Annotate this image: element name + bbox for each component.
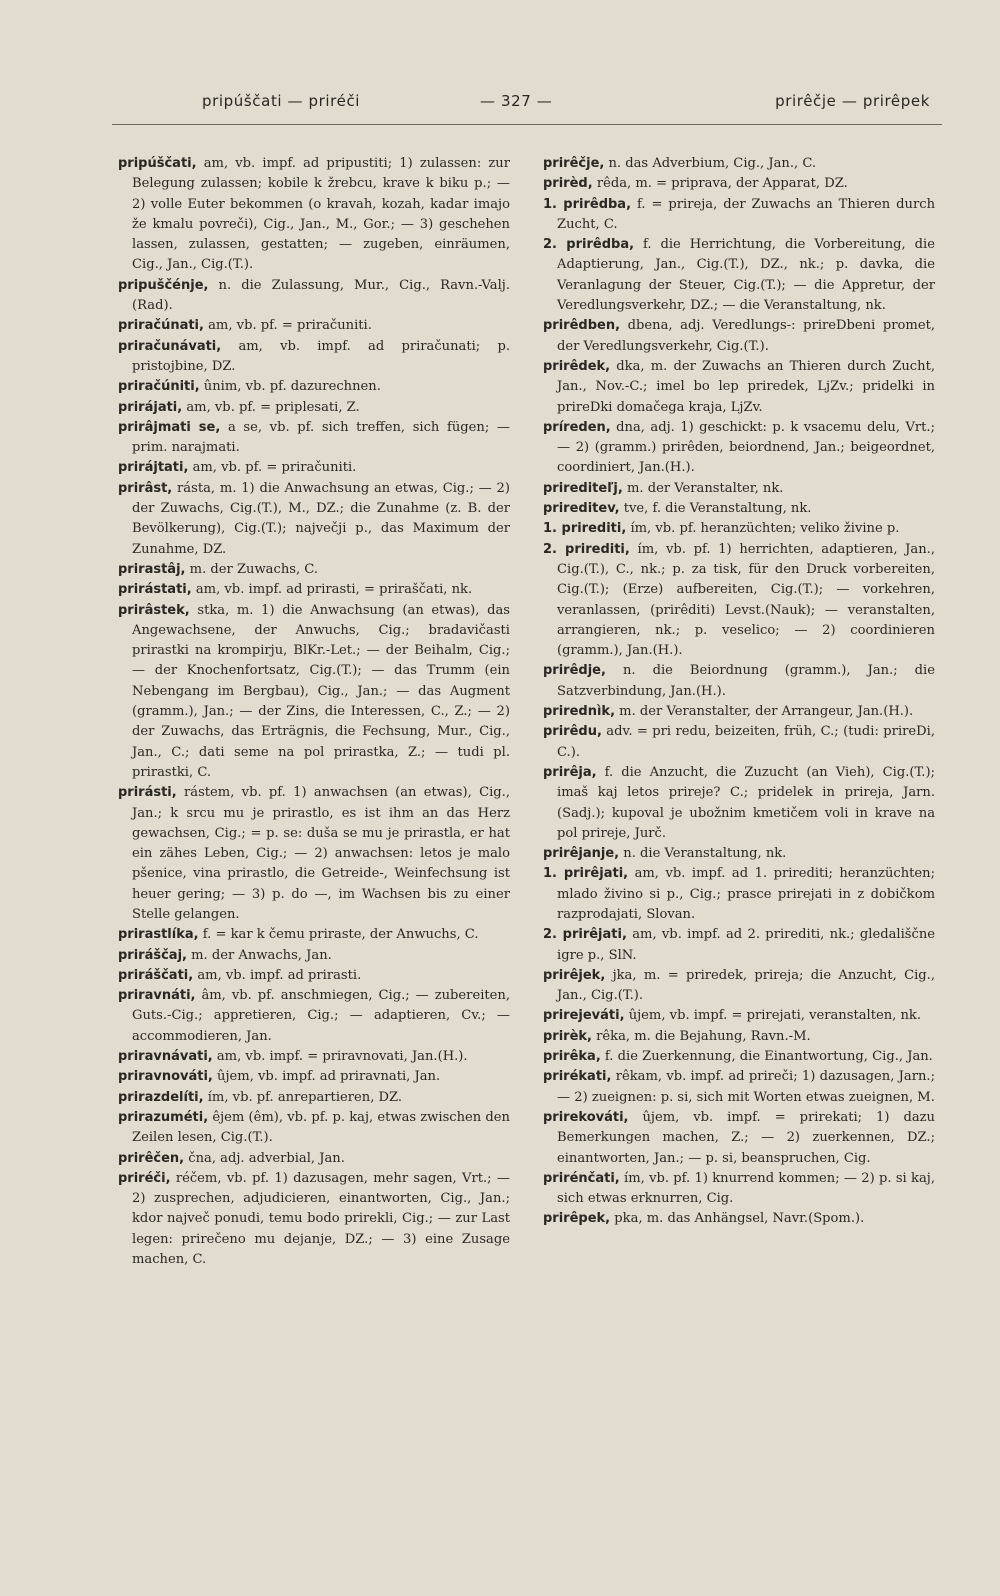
entry-definition: a se, vb. pf. sich treffen, sich fügen; — prim. narajmati. <box>132 419 510 456</box>
entry-headword: priračunávati, <box>118 338 222 354</box>
entry-definition: am, vb. impf. ad prirasti, = priraščati, nk. <box>191 582 473 598</box>
entry-headword: priračúniti, <box>118 379 200 395</box>
entry-headword: prirâst, <box>118 480 173 496</box>
dictionary-entry <box>118 946 510 966</box>
entry-definition: n. die Beiordnung (gramm.), Jan.; die Satzverbindung, Jan.(H.). <box>557 663 935 699</box>
entry-headword: prirêja, <box>543 764 597 780</box>
entry-headword: prirásti, <box>118 785 177 801</box>
dictionary-entry <box>543 722 935 763</box>
entry-headword: prirêka, <box>543 1049 601 1065</box>
entry-definition: f. die Herrichtung, die Vorbereitung, die Adaptierung, Jan., Cig.(T.), DZ., nk.; p. davka, die Veranlagung der Steuer, Cig.(T.); — die Appretur, der Veredlungsverkehr, DZ.; — die Veranstaltung, nk. <box>557 237 935 314</box>
entry-headword: priravnávati, <box>118 1049 213 1065</box>
dictionary-entry <box>118 1047 510 1067</box>
entry-definition: réčem, vb. pf. 1) dazusagen, mehr sagen, Vrt.; — 2) zusprechen, adjudicieren, einantworten, Cig., Jan.; kdor največ ponudi, temu bodo prirekli, Cig.; — zur Last legen: prirečeno mu dejanje, DZ.; — 3) eine Zusage machen, C. <box>132 1170 510 1268</box>
entry-definition: dna, adj. 1) geschickt: p. k vsacemu delu, Vrt.; — 2) (gramm.) prirêden, beiordnend, Jan.; beigeordnet, coordiniert, Jan.(H.). <box>557 419 935 476</box>
header-rule <box>112 124 942 125</box>
dictionary-entry <box>543 499 935 519</box>
entry-headword: priravnáti, <box>118 988 196 1004</box>
entry-headword: priravnováti, <box>118 1069 213 1085</box>
entry-definition: ím, vb. pf. anrepartieren, DZ. <box>203 1089 403 1105</box>
entry-definition: am, vb. pf. = priračuniti. <box>203 318 372 334</box>
entry-definition: ím, vb. pf. 1) herrichten, adaptieren, Jan., Cig.(T.), C., nk.; p. za tisk, für den Druck vorbereiten, Cig.(T.); (Erze) aufbereiten, Cig.(T.); — vorkehren, veranlassen, (prirêditi) Levst.(Nauk); — veranstalten, arrangieren, nk.; p. veselico; — 2) coordinieren (gramm.), Jan.(H.). <box>557 541 935 659</box>
entry-headword: prirèk, <box>543 1028 592 1044</box>
entry-headword: prirêčen, <box>118 1150 185 1166</box>
dictionary-entry <box>543 1006 935 1026</box>
entry-definition: rêkam, vb. impf. ad prireči; 1) dazusagen, Jarn.; — 2) zueignen: p. si, sich mit Worten etwas zueignen, M. <box>557 1069 935 1105</box>
entry-definition: ím, vb. pf. heranzüchten; veliko živine p. <box>626 521 900 537</box>
entry-definition: rástem, vb. pf. 1) anwachsen (an etwas), Cig., Jan.; k srcu mu je prirastlo, es ist ihm an das Herz gewachsen, Cig.; = p. se: duša se mu je prirastla, er hat ein zähes Leben, Cig.; — 2) anwachsen: letos je malo pšenice, vina prirastlo, die Getreide-, Weinfechsung ist heuer gering; — 3) p. do —, im Wachsen bis zu einer Stelle gelangen. <box>132 785 510 922</box>
dictionary-entry <box>543 540 935 662</box>
dictionary-entry <box>543 1047 935 1067</box>
entry-definition: f. = prireja, der Zuwachs an Thieren durch Zucht, C. <box>557 196 935 232</box>
header-right-guideword: prirêčje — prirêpek <box>775 92 930 110</box>
entry-headword: priréči, <box>118 1170 171 1186</box>
dictionary-entry <box>543 357 935 418</box>
dictionary-entry <box>543 763 935 844</box>
dictionary-entry <box>118 418 510 459</box>
entry-definition: am, vb. impf. = priravnovati, Jan.(H.). <box>212 1049 468 1065</box>
dictionary-entry <box>543 174 935 194</box>
entry-headword: 2. prirêjati, <box>543 927 627 943</box>
entry-definition: jka, m. = priredek, prireja; die Anzucht, Cig., Jan., Cig.(T.). <box>557 967 935 1004</box>
dictionary-entry <box>118 560 510 580</box>
entry-headword: prirazdelíti, <box>118 1089 204 1105</box>
dictionary-entry <box>118 316 510 336</box>
dictionary-entry <box>543 316 935 357</box>
entry-definition: ûjem, vb. impf. = prirejati, veranstalten, nk. <box>624 1008 921 1024</box>
dictionary-entry <box>543 864 935 925</box>
entry-headword: prirástati, <box>118 582 192 598</box>
entry-definition: rásta, m. 1) die Anwachsung an etwas, Cig.; — 2) der Zuwachs, Cig.(T.), M., DZ.; die Zunahme (z. B. der Bevölkerung), Cig.(T.); največji p., das Maximum der Zunahme, DZ. <box>132 480 510 557</box>
entry-headword: prirájati, <box>118 399 183 415</box>
entry-headword: pripúščati, <box>118 156 197 171</box>
entry-definition: f. die Anzucht, die Zuzucht (an Vieh), Cig.(T.); imaš kaj letos prireje? C.; pridelek in prireja, Jarn.(Sadj.); kupoval je ubožnim kmetičem voli in krave na pol prireje, Jurč. <box>557 764 935 841</box>
dictionary-entry <box>543 1067 935 1108</box>
entry-definition: dbena, adj. Veredlungs-: prireDbeni promet, der Veredlungsverkehr, Cig.(T.). <box>557 318 935 354</box>
dictionary-entry <box>543 235 935 316</box>
dictionary-entry <box>543 1209 935 1229</box>
entry-headword: 2. prirediti, <box>543 541 630 557</box>
entry-definition: čna, adj. adverbial, Jan. <box>184 1150 345 1166</box>
entry-headword: prirekováti, <box>543 1109 629 1125</box>
entry-definition: rêka, m. die Bejahung, Ravn.-M. <box>592 1028 811 1044</box>
dictionary-entry <box>118 398 510 418</box>
entry-definition: n. das Adverbium, Cig., Jan., C. <box>604 156 817 171</box>
dictionary-entry <box>118 377 510 397</box>
entry-definition: stka, m. 1) die Anwachsung (an etwas), das Angewachsene, der Anwuchs, Cig.; bradavičasti prirastki na krompirju, BlKr.-Let.; — der Beihalm, Cig.; — der Knochenfortsatz, Cig.(T.); — das Trumm (ein Nebengang im Bergbau), Cig., Jan.; — das Augment (gramm.), Jan.; — der Zins, die Interessen, C., Z.; — 2) der Zuwachs, das Erträgnis, die Fechsung, Mur., Cig., Jan., C.; dati seme na pol prirastka, Z.; — tudi pl. prirastki, C. <box>132 602 510 780</box>
entry-headword: prirájtati, <box>118 460 189 476</box>
entry-headword: priráščaj, <box>118 947 187 963</box>
dictionary-entry <box>543 1027 935 1047</box>
entry-headword: priráščati, <box>118 967 194 983</box>
entry-headword: prirêpek, <box>543 1211 611 1227</box>
entry-headword: pripuščénje, <box>118 277 209 293</box>
entry-definition: am, vb. impf. ad 1. prirediti; heranzüchten; mlado živino si p., Cig.; prasce prirejati in z dobičkom razprodajati, Slovan. <box>557 866 935 922</box>
dictionary-entry <box>543 479 935 499</box>
entry-definition: âm, vb. pf. anschmiegen, Cig.; — zubereiten, Guts.-Cig.; appretieren, Cig.; — adaptieren, Cv.; — accommodieren, Jan. <box>132 988 510 1044</box>
entry-headword: prirêdje, <box>543 663 606 679</box>
entry-headword: prirénčati, <box>543 1170 620 1186</box>
entry-definition: ím, vb. pf. 1) knurrend kommen; — 2) p. si kaj, sich etwas erknurren, Cig. <box>557 1170 935 1207</box>
dictionary-entry <box>118 783 510 925</box>
entry-definition: pka, m. das Anhängsel, Navr.(Spom.). <box>610 1211 865 1227</box>
dictionary-entry <box>543 702 935 722</box>
entry-headword: prirazuméti, <box>118 1109 209 1125</box>
entry-definition: am, vb. impf. ad prirasti. <box>193 967 362 983</box>
dictionary-entry <box>118 1088 510 1108</box>
entry-headword: prirâjmati se, <box>118 419 221 435</box>
dictionary-entry <box>543 1169 935 1210</box>
running-header <box>110 92 940 118</box>
dictionary-entry <box>118 966 510 986</box>
entry-definition: m. der Zuwachs, C. <box>185 561 319 577</box>
entry-headword: 1. prirêdba, <box>543 196 632 212</box>
entry-definition: n. die Zulassung, Mur., Cig., Ravn.-Valj.(Rad). <box>132 277 510 314</box>
entry-definition: tve, f. die Veranstaltung, nk. <box>619 501 812 517</box>
entry-headword: prirejeváti, <box>543 1008 625 1024</box>
entry-definition: am, vb. impf. ad priračunati; p. pristojbine, DZ. <box>132 338 510 374</box>
entry-definition: ûjem, vb. impf. ad priravnati, Jan. <box>212 1069 441 1085</box>
dictionary-entry <box>118 337 510 378</box>
entry-headword: prirèd, <box>543 176 593 192</box>
dictionary-entry <box>543 195 935 236</box>
entry-headword: prirastlíka, <box>118 927 199 943</box>
dictionary-entry <box>118 1067 510 1087</box>
left-column <box>118 154 510 1574</box>
entry-definition: adv. = pri redu, beizeiten, früh, C.; (tudi: prireDi, C.). <box>557 724 935 760</box>
dictionary-entry <box>118 1149 510 1169</box>
dictionary-entry <box>543 519 935 539</box>
entry-headword: prirastâj, <box>118 561 186 577</box>
entry-headword: prireditev, <box>543 501 620 517</box>
dictionary-entry <box>543 154 935 174</box>
dictionary-entry <box>118 458 510 478</box>
entry-headword: 1. prirediti, <box>543 521 627 537</box>
dictionary-entry <box>118 479 510 560</box>
dictionary-entry <box>543 966 935 1007</box>
entry-definition: m. der Veranstalter, nk. <box>622 480 784 496</box>
header-left-guideword: pripúščati — priréči <box>202 92 361 110</box>
entry-headword: priračúnati, <box>118 318 204 334</box>
entry-definition: f. die Zuerkennung, die Einantwortung, Cig., Jan. <box>600 1049 933 1065</box>
entry-headword: prirednìk, <box>543 704 616 720</box>
entry-headword: 1. prirêjati, <box>543 866 629 882</box>
entry-headword: prirêjek, <box>543 967 606 983</box>
entry-definition: êjem (êm), vb. pf. p. kaj, etwas zwischen den Zeilen lesen, Cig.(T.). <box>132 1109 510 1146</box>
entry-headword: prirêdu, <box>543 724 602 740</box>
entry-definition: am, vb. impf. ad pripustiti; 1) zulassen: zur Belegung zulassen; kobile k žrebcu, krave k biku p.; — 2) volle Euter bekommen (o kravah, kozah, kadar imajo že kmalu povreči), Cig., Jan., M., Gor.; — 3) geschehen lassen, zulassen, gestatten; — zugeben, einräumen, Cig., Jan., Cig.(T.). <box>132 156 510 273</box>
entry-definition: f. = kar k čemu priraste, der Anwuchs, C. <box>198 927 479 943</box>
entry-headword: prirêdek, <box>543 358 611 374</box>
dictionary-entry <box>118 601 510 784</box>
page-number: — 327 — <box>480 92 553 110</box>
entry-headword: prirêdben, <box>543 318 621 334</box>
entry-definition: ûnim, vb. pf. dazurechnen. <box>199 379 381 395</box>
dictionary-entry <box>118 1169 510 1270</box>
entry-definition: m. der Anwachs, Jan. <box>186 947 332 963</box>
dictionary-entry <box>118 986 510 1047</box>
entry-definition: am, vb. impf. ad 2. prirediti, nk.; gledališčne igre p., SlN. <box>557 927 935 963</box>
entry-headword: prirêjanje, <box>543 846 620 862</box>
dictionary-entry <box>543 1108 935 1169</box>
dictionary-entry <box>118 276 510 317</box>
dictionary-entry <box>543 925 935 966</box>
right-column <box>543 154 935 1574</box>
entry-definition: rêda, m. = priprava, der Apparat, DZ. <box>592 176 848 192</box>
entry-headword: prirêčje, <box>543 156 605 171</box>
entry-headword: prirékati, <box>543 1069 612 1085</box>
dictionary-entry <box>543 661 935 702</box>
entry-definition: am, vb. pf. = priračuniti. <box>188 460 357 476</box>
dictionary-entry <box>118 154 510 276</box>
entry-definition: n. die Veranstaltung, nk. <box>619 846 787 862</box>
entry-headword: prirediteľj, <box>543 480 623 496</box>
entry-headword: 2. prirêdba, <box>543 237 635 253</box>
entry-definition: m. der Veranstalter, der Arrangeur, Jan.(H.). <box>615 704 914 720</box>
dictionary-entry <box>543 844 935 864</box>
entry-definition: ûjem, vb. impf. = prirekati; 1) dazu Bemerkungen machen, Z.; — 2) zuerkennen, DZ.; einantworten, Jan.; — p. si, beanspruchen, Cig. <box>557 1109 935 1166</box>
entry-definition: am, vb. pf. = priplesati, Z. <box>182 399 360 415</box>
dictionary-entry <box>118 580 510 600</box>
entry-headword: príreden, <box>543 419 611 435</box>
entry-definition: dka, m. der Zuwachs an Thieren durch Zucht, Jan., Nov.-C.; imel bo lep priredek, LjZv.; pridelki in prireDki domačega kraja, LjZv. <box>557 358 935 415</box>
dictionary-entry <box>118 1108 510 1149</box>
dictionary-entry <box>118 925 510 945</box>
entry-headword: prirâstek, <box>118 602 190 618</box>
dictionary-entry <box>543 418 935 479</box>
